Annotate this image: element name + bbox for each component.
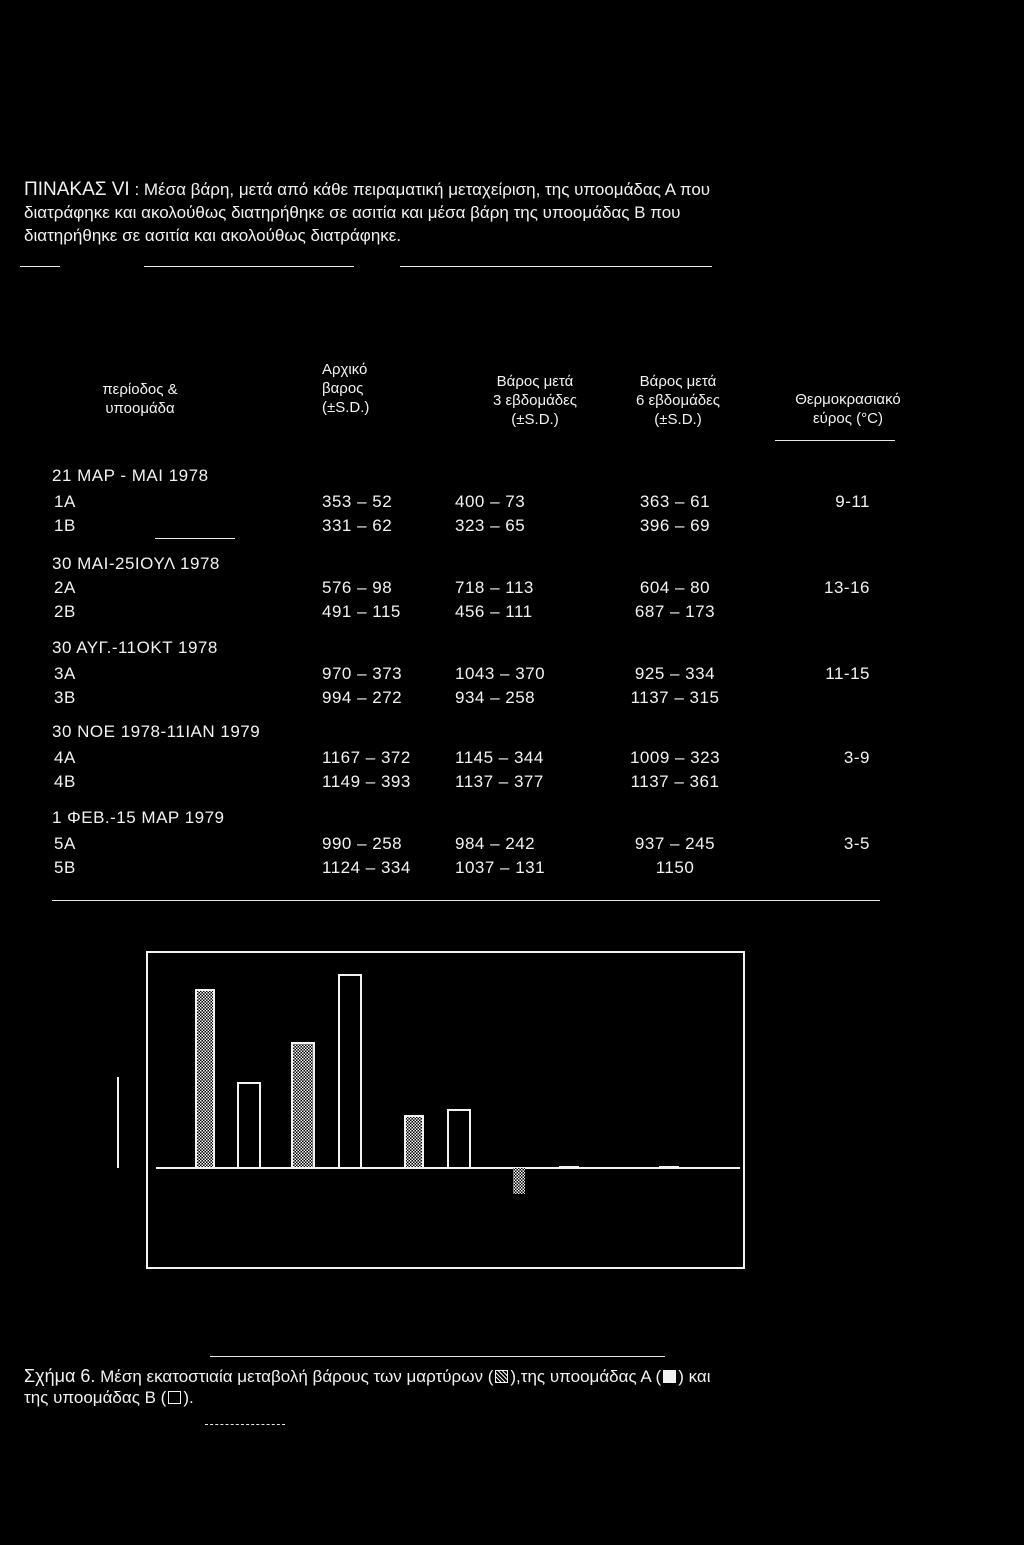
temperature-range: 3-9 — [843, 748, 870, 767]
weight-3-weeks: 984 – 242 — [455, 834, 536, 853]
bar-subgroup-b-5 — [659, 1166, 679, 1168]
bar-controls-1 — [196, 990, 214, 1168]
group-label: 3Α — [54, 664, 76, 683]
weight-6-weeks: 1150 — [655, 858, 695, 877]
group-label: 2Α — [54, 578, 76, 597]
period-label: 21 ΜΑΡ - ΜΑΙ 1978 — [52, 466, 209, 485]
group-label: 1Α — [54, 492, 76, 511]
initial-weight: 994 – 272 — [322, 688, 403, 707]
initial-weight: 331 – 62 — [322, 516, 393, 535]
weight-6-weeks: 363 – 61 — [639, 492, 711, 511]
table-bottom-rule — [52, 900, 880, 901]
weight-6-weeks: 396 – 69 — [639, 516, 711, 535]
header-initial-weight: Αρχικό βαρος (±S.D.) — [322, 361, 370, 416]
table-number: ΠΙΝΑΚΑΣ VI — [24, 179, 130, 200]
weight-3-weeks: 934 – 258 — [455, 688, 536, 707]
initial-weight: 1167 – 372 — [322, 748, 411, 767]
bar-subgroup-b-2 — [339, 975, 361, 1168]
legend-subgroup-a-icon — [663, 1370, 676, 1383]
header-weight-3-weeks: Βάρος μετά 3 εβδομάδες (±S.D.) — [492, 373, 578, 428]
period-label: 30 ΜΑΙ-25ΙΟΥΛ 1978 — [52, 554, 220, 573]
bar-controls-3 — [405, 1116, 423, 1168]
period-separator — [155, 538, 235, 539]
table-caption — [24, 178, 744, 247]
period-label: 30 ΑΥΓ.-11ΟΚΤ 1978 — [52, 638, 218, 657]
group-label: 4Α — [54, 748, 76, 767]
initial-weight: 1149 – 393 — [322, 772, 411, 791]
weight-6-weeks: 1009 – 323 — [629, 748, 721, 767]
figure-number: Σχήμα 6. — [24, 1366, 96, 1386]
temperature-range: 9-11 — [835, 492, 870, 511]
bar-controls-4 — [513, 1168, 525, 1194]
period-label: 1 ΦΕΒ.-15 ΜΑΡ 1979 — [52, 808, 225, 827]
legend-controls-icon — [495, 1370, 508, 1383]
caption-underline — [205, 1424, 285, 1425]
initial-weight: 576 – 98 — [322, 578, 393, 597]
figure-frame — [147, 952, 744, 1268]
weight-3-weeks: 1043 – 370 — [455, 664, 546, 683]
temperature-range: 13-16 — [824, 578, 870, 597]
weight-3-weeks: 1145 – 344 — [455, 748, 544, 767]
initial-weight: 990 – 258 — [322, 834, 403, 853]
header-rule — [775, 440, 895, 441]
bar-subgroup-b-1 — [238, 1083, 260, 1168]
initial-weight: 491 – 115 — [322, 602, 401, 621]
group-label: 4Β — [54, 772, 76, 791]
bar-controls-2 — [292, 1043, 314, 1168]
caption-underline — [20, 266, 60, 267]
caption-underline — [144, 266, 354, 267]
weight-6-weeks: 1137 – 361 — [630, 772, 720, 791]
temperature-range: 3-5 — [843, 834, 870, 853]
weight-6-weeks: 604 – 80 — [639, 578, 711, 597]
weight-3-weeks: 400 – 73 — [455, 492, 526, 511]
caption-underline — [400, 266, 712, 267]
figure-caption-rule — [210, 1356, 665, 1357]
temperature-range: 11-15 — [825, 664, 870, 683]
weight-6-weeks: 925 – 334 — [634, 664, 716, 683]
initial-weight: 1124 – 334 — [322, 858, 411, 877]
initial-weight: 353 – 52 — [322, 492, 393, 511]
header-weight-6-weeks: Βάρος μετά 6 εβδομάδες (±S.D.) — [635, 373, 721, 428]
period-label: 30 ΝΟΕ 1978-11ΙΑΝ 1979 — [52, 722, 261, 741]
initial-weight: 970 – 373 — [322, 664, 403, 683]
group-label: 5Β — [54, 858, 76, 877]
group-label: 5Α — [54, 834, 76, 853]
figure-6-bar-chart — [110, 950, 760, 1270]
weight-6-weeks: 1137 – 315 — [630, 688, 720, 707]
bar-subgroup-b-4 — [559, 1166, 579, 1168]
weight-3-weeks: 456 – 111 — [455, 602, 533, 621]
group-label: 2Β — [54, 602, 76, 621]
table-caption-text: : Μέσα βάρη, μετά από κάθε πειραματική μεταχείριση, της υποομάδας Α που διατράφηκε και ακολούθως διατηρήθηκε σε ασιτία και μέσα βάρη της υποομάδας Β που διατηρήθηκε σε ασιτία και ακολούθως διατράφηκε. — [24, 180, 711, 245]
header-temperature-range: Θερμοκρασιακό εύρος (°C) — [795, 391, 901, 427]
weight-6-weeks: 937 – 245 — [634, 834, 716, 853]
weight-6-weeks: 687 – 173 — [634, 602, 716, 621]
weight-3-weeks: 1037 – 131 — [455, 858, 546, 877]
header-period: περίοδος & υποομάδα — [102, 381, 178, 417]
legend-subgroup-b-icon — [168, 1391, 181, 1404]
weight-3-weeks: 323 – 65 — [455, 516, 526, 535]
group-label: 3Β — [54, 688, 76, 707]
weight-3-weeks: 718 – 113 — [455, 578, 534, 597]
bar-subgroup-b-3 — [448, 1110, 470, 1168]
weight-3-weeks: 1137 – 377 — [455, 772, 544, 791]
figure-caption: Σχήμα 6. Μέση εκατοστιαία μεταβολή βάρους των μαρτύρων ( ),της υποομάδας Α ( ) και της υποομάδας Β ( ). — [24, 1366, 711, 1407]
group-label: 1Β — [54, 516, 76, 535]
